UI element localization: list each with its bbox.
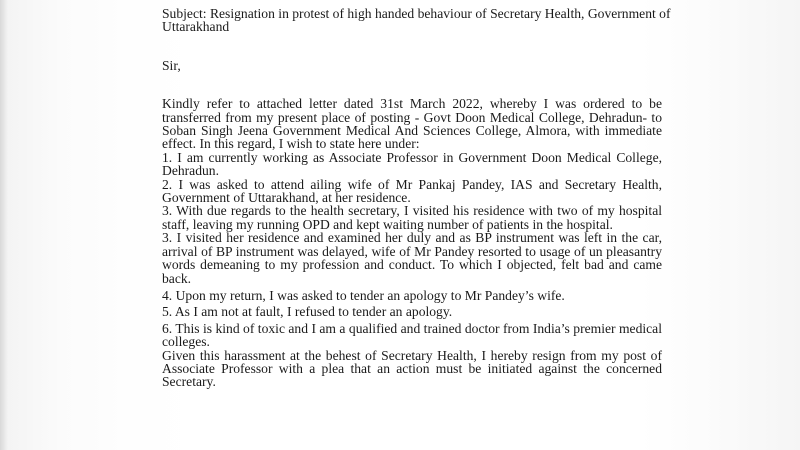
point-3-line-2: staff, leaving my running OPD and kept waiting number of patients in the hospital. [162,216,613,232]
point-1-line-2: Dehradun. [162,163,219,179]
point-6-line-1: 6. This is kind of toxic and I am a qualified and trained doctor from India’s premier medical [162,320,662,336]
intro-line-3: Soban Singh Jeena Government Medical And Sciences College, Almora, with immediate [162,123,662,139]
point-3b-line-4: back. [162,270,192,286]
point-6-line-2: colleges. [162,334,210,350]
closing-line-1: Given this harassment at the behest of Secretary Health, I hereby resign from my post of [162,347,662,363]
point-3b-line-3: words demeaning to my profession and conduct. To which I objected, felt bad and came [162,257,662,273]
point-5-line-1: 5. As I am not at fault, I refused to tender an apology. [162,304,453,320]
point-4 [162,289,662,302]
page-edge-shadow [0,0,8,450]
point-3b-line-2: arrival of BP instrument was delayed, wife of Mr Pandey resorted to usage of un pleasantry [162,243,662,259]
intro-line-1: Kindly refer to attached letter dated 31st March 2022, whereby I was ordered to be [162,96,662,112]
closing-line-3: Secretary. [162,374,216,390]
intro-line-2: transferred from my present place of posting - Govt Doon Medical College, Dehradun- to [162,109,662,125]
point-4-line-1: 4. Upon my return, I was asked to tender an apology to Mr Pandey’s wife. [162,287,565,303]
salutation: Sir, [162,57,181,73]
intro-line-4: effect. In this regard, I wish to state here under: [162,136,420,152]
point-5 [162,305,662,318]
letter-body [162,0,671,390]
point-2 [162,178,662,205]
point-3 [162,204,662,231]
point-1-line-1: 1. I am currently working as Associate Professor in Government Doon Medical College, [162,149,662,165]
point-2-line-1: 2. I was asked to attend ailing wife of Mr Pankaj Pandey, IAS and Secretary Health, [162,176,662,192]
point-2-line-2: Government of Uttarakhand, at her residence. [162,190,411,206]
point-1 [162,151,662,178]
intro-paragraph [162,97,662,151]
closing-line-2: Associate Professor with a plea that an action must be initiated against the concerned [162,360,662,376]
point-3b-line-1: 3. I visited her residence and examined her duly and as BP instrument was left in the car, [162,230,662,246]
point-3b [162,231,662,285]
subject-line-2: Uttarakhand [162,19,230,35]
point-6 [162,322,662,349]
closing-paragraph [162,349,662,389]
subject-line-1: Subject: Resignation in protest of high handed behaviour of Secretary Health, Government of [162,6,671,21]
point-3-line-1: 3. With due regards to the health secretary, I visited his residence with two of my hospital [162,203,662,219]
subject [162,6,671,35]
